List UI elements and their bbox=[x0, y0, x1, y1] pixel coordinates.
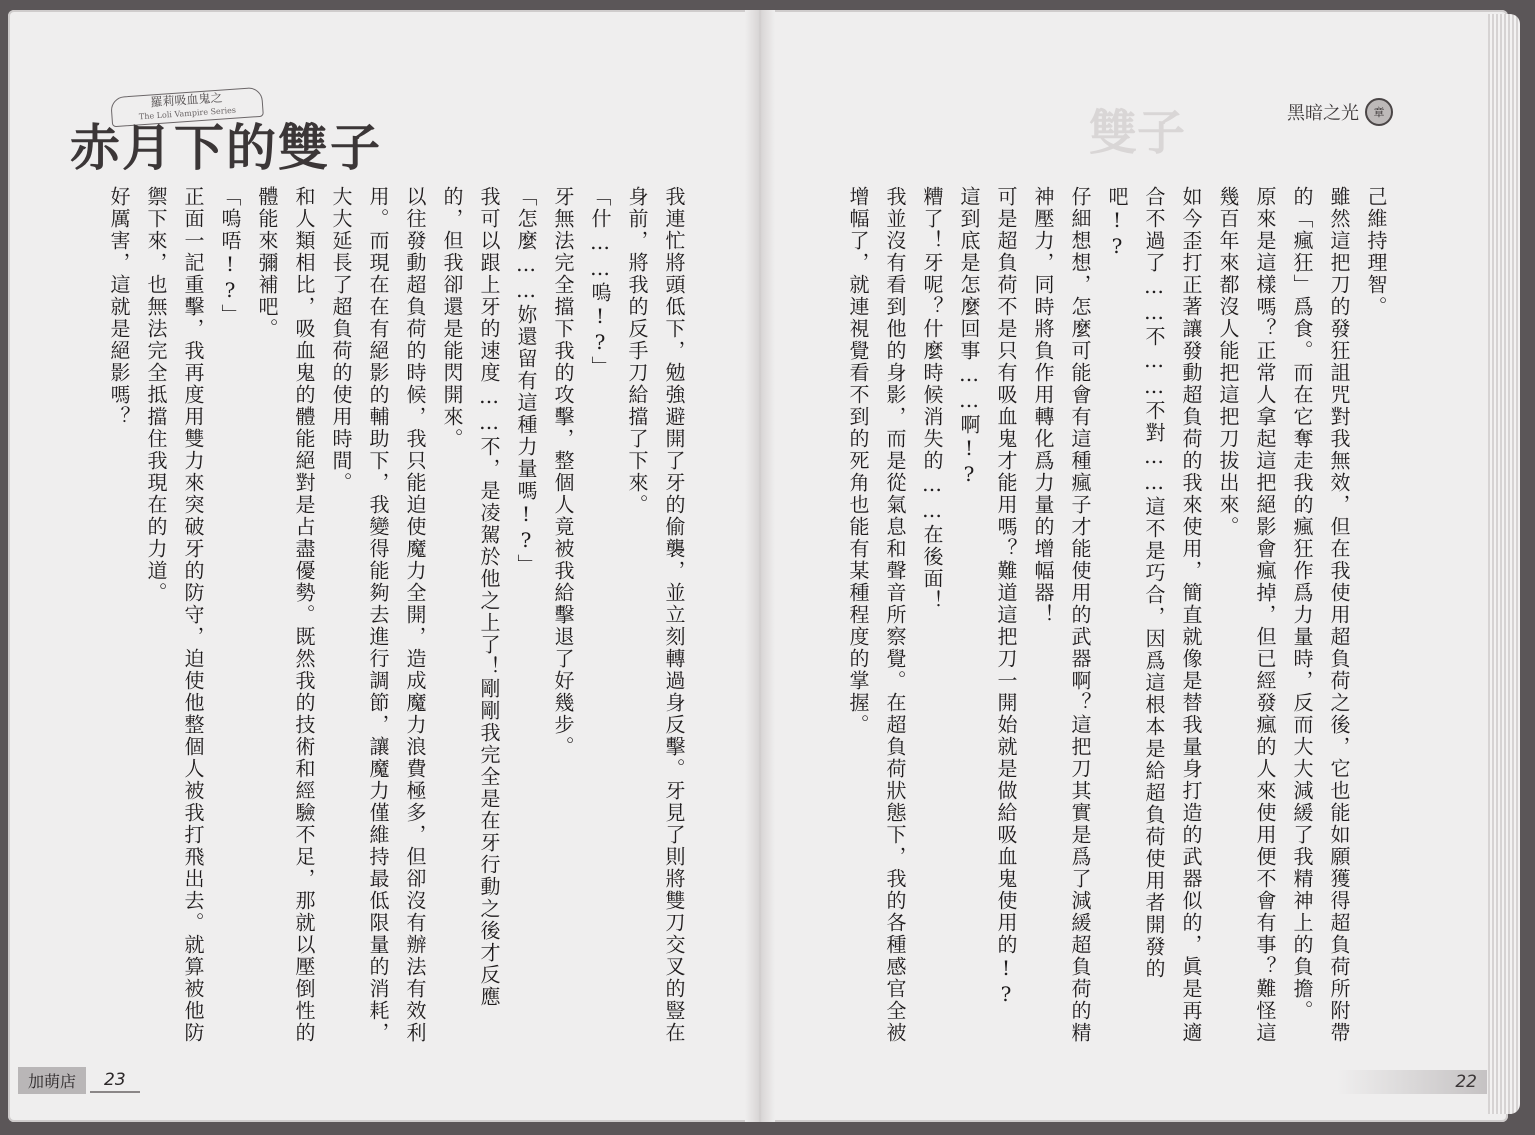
left-page-body bbox=[102, 186, 692, 1046]
book-title: 赤月下的雙子 bbox=[70, 118, 382, 177]
paragraph: 牙無法完全擋下我的攻擊，整個人竟被我給擊退了好幾步。 bbox=[551, 186, 575, 758]
right-page bbox=[775, 10, 1495, 1122]
paragraph: 以往發動超負荷的時候，我只能迫使魔力全開，造成魔力浪費極多，但卻沒有辦法有效利用。而現在在有絕影的輔助下，我變得能夠去進行調節，讓魔力僅維持最低限量的消耗，大大延長了超負荷的使用時間。 bbox=[329, 186, 427, 1044]
paragraph: 糟了！牙呢？什麼時候消失的……在後面！ bbox=[920, 186, 944, 612]
page-number: 23 bbox=[90, 1069, 140, 1093]
paragraph: 正面一記重擊，我再度用雙力來突破牙的防守，迫使他整個人被我打飛出去。就算被他防禦下來，也無法完全抵擋住我現在的力道。 bbox=[144, 186, 205, 1044]
chapter-title: 黑暗之光 bbox=[1287, 103, 1359, 124]
paragraph: 好厲害，這就是絕影嗎？ bbox=[107, 186, 131, 428]
paragraph: 原來是這樣嗎？正常人拿起這把絕影會瘋掉，但已經發瘋的人來使用便不會有事？難怪這幾百年來都沒人能把這把刀拔出來。 bbox=[1216, 186, 1277, 1044]
paragraph: 我可以跟上牙的速度……不，是凌駕於他之上了！剛剛我完全是在牙行動之後才反應的，但我卻還是能閃開來。 bbox=[440, 186, 501, 1008]
ghost-title: 雙子 bbox=[1088, 105, 1185, 161]
paragraph: 雖然這把刀的發狂詛咒對我無效，但在我使用超負荷之後，它也能如願獲得超負荷所附帶的「瘋狂」爲食。而在它奪走我的瘋狂作爲力量時，反而大大減緩了我精神上的負擔。 bbox=[1290, 186, 1351, 1044]
book-gutter bbox=[745, 10, 775, 1122]
series-name: 羅莉吸血鬼之 bbox=[150, 90, 223, 110]
series-subtitle: The Loli Vampire Series bbox=[138, 105, 237, 122]
paragraph: 和人類相比，吸血鬼的體能絕對是占盡優勢。既然我的技術和經驗不足，那就以壓倒性的體能來彌補吧。 bbox=[255, 186, 316, 1044]
paragraph: 我並沒有看到他的身影，而是從氣息和聲音所察覺。在超負荷狀態下，我的各種感官全被增幅了，就連視覺看不到的死角也能有某種程度的掌握。 bbox=[846, 186, 907, 1044]
right-page-body bbox=[809, 186, 1394, 1046]
left-page-footer bbox=[18, 1067, 140, 1094]
paragraph: 「什……嗚!?」 bbox=[588, 186, 612, 378]
left-page bbox=[8, 10, 753, 1122]
right-page-footer bbox=[1337, 1070, 1487, 1094]
paragraph: 己維持理智。 bbox=[1364, 186, 1388, 318]
paragraph: 可是超負荷不是只有吸血鬼才能用嗎？難道這把刀一開始就是做給吸血鬼使用的!? bbox=[994, 186, 1018, 1008]
paragraph: 「嗚唔!?」 bbox=[218, 186, 242, 326]
paragraph: 如今歪打正著讓發動超負荷的我來使用，簡直就像是替我量身打造的武器似的，眞是再適合不過了……不……不對……這不是巧合，因爲這根本是給超負荷使用者開發的吧!? bbox=[1105, 186, 1203, 1044]
publisher-label: 加萌店 bbox=[18, 1067, 86, 1094]
paragraph: 這到底是怎麼回事……啊!? bbox=[957, 186, 981, 488]
paragraph: 「怎麼……妳還留有這種力量嗎!?」 bbox=[514, 186, 538, 576]
paragraph: 我連忙將頭低下，勉強避開了牙的偷襲，並立刻轉過身反擊。牙見了則將雙刀交叉的豎在身前，將我的反手刀給擋了下來。 bbox=[625, 186, 686, 1044]
chapter-emblem-icon: 章 bbox=[1365, 98, 1393, 126]
page-number: 22 bbox=[1337, 1070, 1487, 1094]
chapter-header bbox=[1287, 98, 1393, 126]
paragraph: 仔細想想，怎麼可能會有這種瘋子才能使用的武器啊？這把刀其實是爲了減緩超負荷的精神壓力，同時將負作用轉化爲力量的增幅器！ bbox=[1031, 186, 1092, 1044]
